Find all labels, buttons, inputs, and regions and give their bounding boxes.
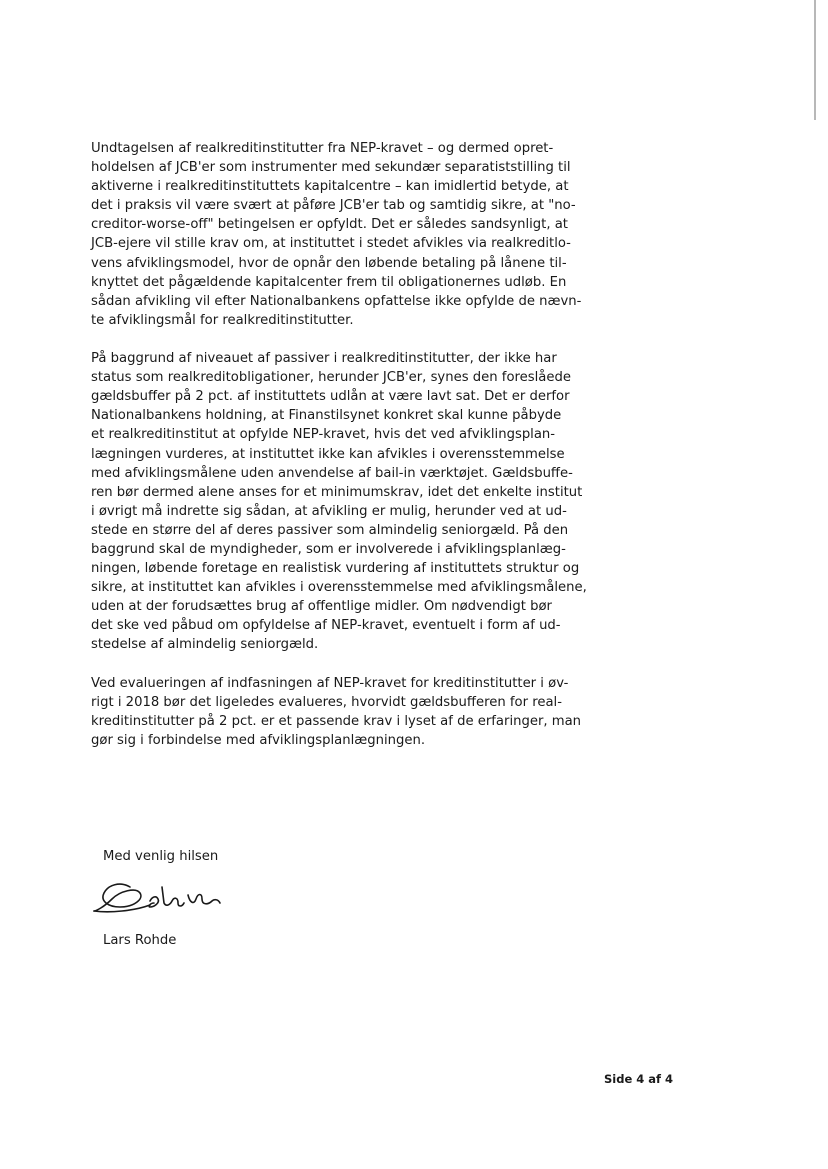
text-line: baggrund skal de myndigheder, som er involverede i afviklingsplanlæg- [91, 541, 566, 557]
text-line: stede en større del af deres passiver som almindelig seniorgæld. På den [91, 522, 569, 538]
text-line: i øvrigt må indrette sig sådan, at afvikling er mulig, herunder ved at ud- [91, 503, 567, 519]
paragraph-3 [91, 674, 591, 750]
text-line: ren bør dermed alene anses for et minimumskrav, idet det enkelte institut [91, 484, 583, 500]
signer-name: Lars Rohde [103, 933, 177, 948]
text-line: det i praksis vil være svært at påføre JCB'er tab og samtidig sikre, at "no- [91, 198, 576, 214]
letter-body [91, 139, 591, 769]
handwritten-signature [90, 877, 230, 925]
closing-salutation: Med venlig hilsen [103, 849, 219, 864]
text-line: creditor-worse-off" betingelsen er opfyldt. Det er således sandsynligt, at [91, 217, 568, 233]
text-line: te afviklingsmål for realkreditinstitutter. [91, 312, 354, 328]
text-line: uden at der forudsættes brug af offentlige midler. Om nødvendigt bør [91, 599, 552, 615]
text-line: gør sig i forbindelse med afviklingsplanlægningen. [91, 732, 426, 748]
text-line: sådan afvikling vil efter Nationalbankens opfattelse ikke opfylde de nævn- [91, 293, 582, 309]
text-line: lægningen vurderes, at instituttet ikke kan afvikles i overensstemmelse [91, 446, 565, 462]
text-line: med afviklingsmålene uden anvendelse af bail-in værktøjet. Gældsbuffe- [91, 465, 573, 481]
text-line: stedelse af almindelig seniorgæld. [91, 637, 319, 653]
text-line: status som realkreditobligationer, herunder JCB'er, synes den foreslåede [91, 370, 571, 386]
page-number: Side 4 af 4 [604, 1072, 674, 1086]
paragraph-1 [91, 139, 591, 330]
text-line: JCB-ejere vil stille krav om, at instituttet i stedet afvikles via realkreditlo- [91, 236, 571, 252]
scan-edge-line [814, 0, 816, 120]
text-line: holdelsen af JCB'er som instrumenter med sekundær separatiststilling til [91, 160, 571, 176]
text-line: vens afviklingsmodel, hvor de opnår den løbende betaling på lånene til- [91, 255, 567, 271]
text-line: Nationalbankens holdning, at Finanstilsynet konkret skal kunne påbyde [91, 408, 562, 424]
text-line: Ved evalueringen af indfasningen af NEP-kravet for kreditinstitutter i øv- [91, 675, 569, 691]
text-line: sikre, at instituttet kan afvikles i overensstemmelse med afviklingsmålene, [91, 580, 587, 596]
text-line: ningen, løbende foretage en realistisk vurdering af instituttets struktur og [91, 561, 580, 577]
text-line: knyttet det pågældende kapitalcenter frem til obligationernes udløb. En [91, 274, 567, 290]
text-line: På baggrund af niveauet af passiver i realkreditinstitutter, der ikke har [91, 351, 557, 367]
text-line: Undtagelsen af realkreditinstitutter fra NEP-kravet – og dermed opret- [91, 141, 554, 156]
text-line: rigt i 2018 bør det ligeledes evalueres, hvorvidt gældsbufferen for real- [91, 694, 562, 710]
paragraph-2 [91, 349, 591, 655]
text-line: gældsbuffer på 2 pct. af instituttets udlån at være lavt sat. Det er derfor [91, 389, 570, 405]
text-line: et realkreditinstitut at opfylde NEP-kravet, hvis det ved afviklingsplan- [91, 427, 556, 443]
text-line: aktiverne i realkreditinstituttets kapitalcentre – kan imidlertid betyde, at [91, 179, 569, 195]
text-line: det ske ved påbud om opfyldelse af NEP-kravet, eventuelt i form af ud- [91, 618, 561, 634]
text-line: kreditinstitutter på 2 pct. er et passende krav i lyset af de erfaringer, man [91, 713, 582, 729]
